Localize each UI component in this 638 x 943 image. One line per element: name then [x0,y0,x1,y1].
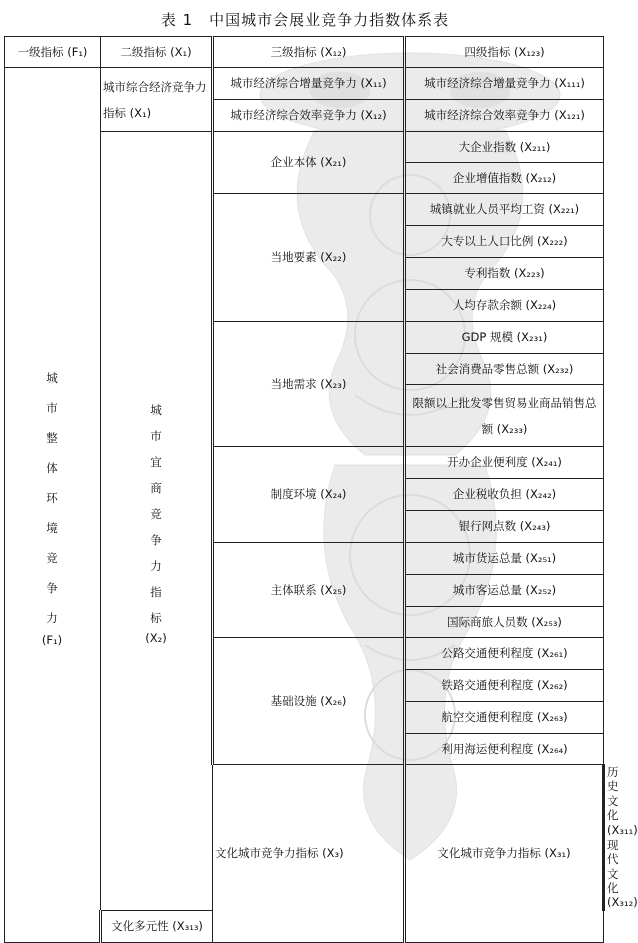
business-l3: 企业本体 (X₂₁) [213,132,405,194]
business-l4: 利用海运便利程度 (X₂₆₄) [405,734,604,765]
business-l3: 主体联系 (X₂₅) [213,543,405,638]
business-l3: 基础设施 (X₂₆) [213,638,405,765]
business-l3: 制度环境 (X₂₄) [213,447,405,543]
business-l4: 银行网点数 (X₂₄₃) [405,511,604,543]
business-name: 城市宜商竞争力指标 [150,402,162,625]
economy-l4: 城市经济综合增量竞争力 (X₁₁₁) [405,68,604,100]
header-level1: 一级指标 (F₁) [5,37,101,68]
level1-code: (F₁) [41,632,63,647]
business-l4: GDP 规模 (X₂₃₁) [405,322,604,354]
business-l4 [405,385,604,447]
business-l4: 城镇就业人员平均工资 (X₂₂₁) [405,194,604,226]
culture-l3: 文化城市竞争力指标 (X₃₁) [405,765,604,943]
business-l4: 企业税收负担 (X₂₄₂) [405,479,604,511]
economy-l4: 城市经济综合效率竞争力 (X₁₂₁) [405,100,604,132]
business-l4: 城市客运总量 (X₂₅₂) [405,575,604,607]
business-l4: 大专以上人口比例 (X₂₂₂) [405,226,604,258]
culture-l4: 文化多元性 (X₃₁₃) [101,910,213,942]
header-level4: 四级指标 (X₁₂₃) [405,37,604,68]
business-l4: 公路交通便利程度 (X₂₆₁) [405,638,604,670]
business-l4: 航空交通便利程度 (X₂₆₃) [405,702,604,734]
business-cell [101,132,213,911]
table-row [5,68,604,100]
business-l4: 社会消费品零售总额 (X₂₃₂) [405,354,604,385]
business-l4: 大企业指数 (X₂₁₁) [405,132,604,163]
table-row: 文化城市竞争力指标 (X₃) 文化城市竞争力指标 (X₃₁) 历史文化 (X₃₁₁) [5,765,604,838]
economy-cell [101,68,213,132]
business-l4: 开办企业便利度 (X₂₄₁) [405,447,604,479]
business-l3: 当地要素 (X₂₂) [213,194,405,322]
business-code: (X₂) [145,630,167,645]
business-l4: 企业增值指数 (X₂₁₂) [405,163,604,194]
economy-name: 城市综合经济竞争力指标 [103,79,207,120]
header-level3: 三级指标 (X₁₂) [213,37,405,68]
culture-name: 文化城市竞争力指标 [215,846,319,861]
table-row: 现代文化 (X₃₁₂) [607,837,638,910]
business-l4: 国际商旅人员数 (X₂₅₃) [405,607,604,638]
business-l4-text: 限额以上批发零售贸易业商品销售总额 (X₂₃₃) [412,395,597,436]
business-l4: 专利指数 (X₂₂₃) [405,258,604,290]
business-l4: 人均存款余额 (X₂₂₄) [405,290,604,322]
economy-l3: 城市经济综合效率竞争力 (X₁₂) [213,100,405,132]
economy-code: (X₁) [129,105,152,120]
table-caption: 表 1 中国城市会展业竞争力指数体系表 [160,11,450,29]
header-row [5,37,604,68]
level1-name: 城市整体环境竞争力 [46,370,58,625]
header-level2: 二级指标 (X₁) [101,37,213,68]
business-l4: 铁路交通便利程度 (X₂₆₂) [405,670,604,702]
business-l3: 当地需求 (X₂₃) [213,322,405,447]
level1-cell [5,68,101,943]
competitiveness-index-table [4,36,638,943]
economy-l3: 城市经济综合增量竞争力 (X₁₁) [213,68,405,100]
business-l4: 城市货运总量 (X₂₅₁) [405,543,604,575]
culture-code: (X₃) [322,846,344,861]
culture-cell [213,765,405,943]
